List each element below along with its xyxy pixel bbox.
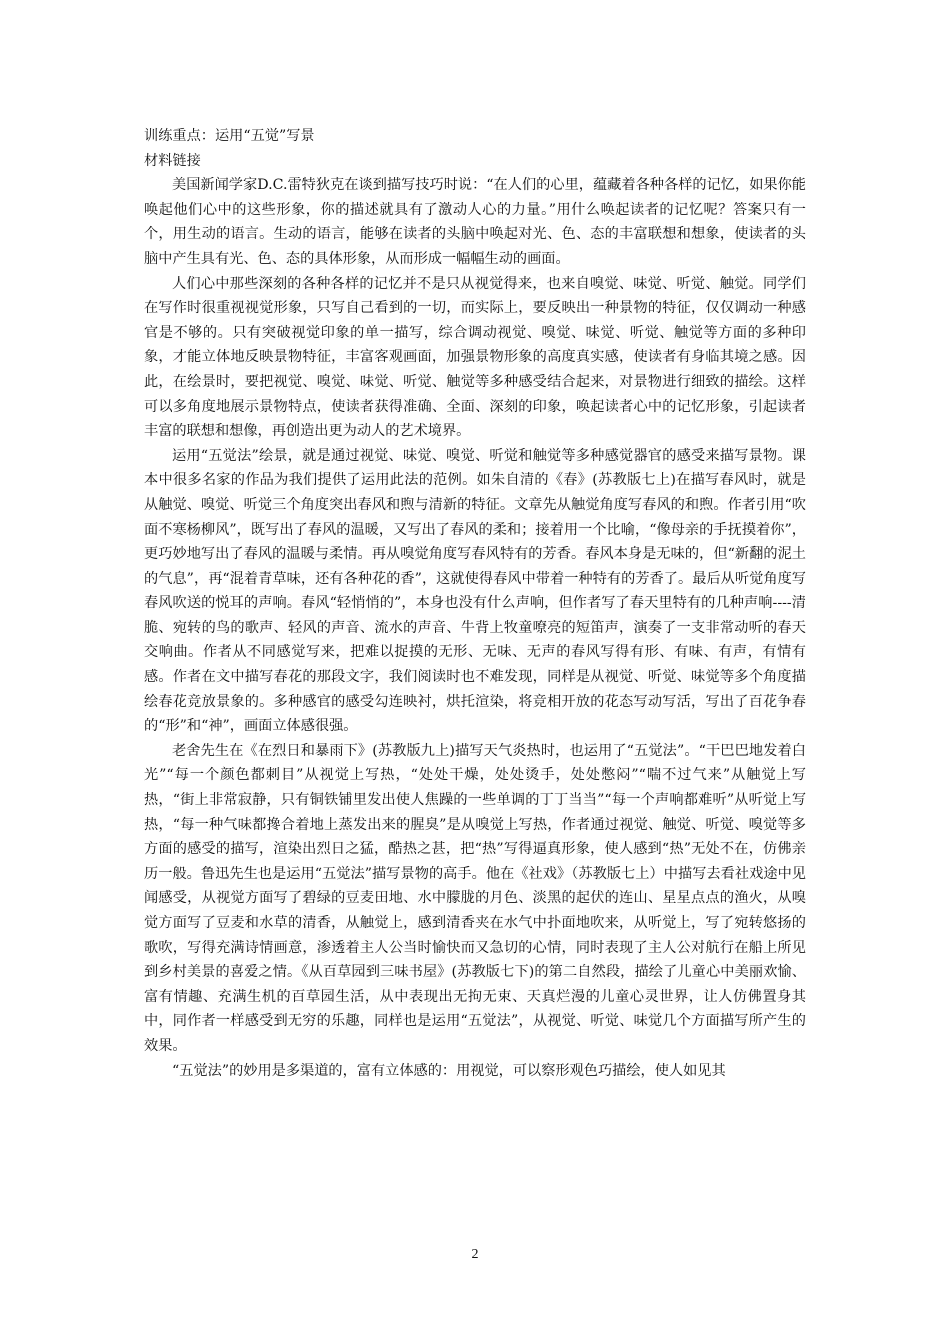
page-number: 2	[471, 1247, 479, 1262]
document-body	[144, 124, 806, 1083]
paragraph-4: 老舍先生在《在烈日和暴雨下》(苏教版九上)描写天气炎热时，也运用了“五觉法”。“干巴巴地发着白光”“每一个颜色都刺目”从视觉上写热，“处处干燥，处处烫手，处处憋闷”“喘不过气来”从触觉上写热，“街上非常寂静，只有铜铁铺里发出使人焦躁的一些单调的丁丁当当”“每一个声响都难听”从听觉上写热，“每一种气味都搀合着地上蒸发出来的腥臭”是从嗅觉上写热，作者通过视觉、触觉、听觉、嗅觉等多方面的感受的描写，渲染出烈日之猛，酷热之甚，把“热”写得逼真形象，使人感到“热”无处不在，仿佛亲历一般。鲁迅先生也是运用“五觉法”描写景物的高手。他在《社戏》（苏教版七上）中描写去看社戏途中见闻感受，从视觉方面写了碧绿的豆麦田地、水中朦胧的月色、淡黑的起伏的连山、星星点点的渔火，从嗅觉方面写了豆麦和水草的清香，从触觉上，感到清香夹在水气中扑面地吹来，从听觉上，写了宛转悠扬的歌吹，写得充满诗情画意，渗透着主人公当时愉快而又急切的心情，同时表现了主人公对航行在船上所见到乡村美景的喜爱之情。《从百草园到三味书屋》(苏教版七下)的第二自然段，描绘了儿童心中美丽欢愉、富有情趣、充满生机的百草园生活，从中表现出无拘无束、天真烂漫的儿童心灵世界，让人仿佛置身其中，同作者一样感受到无穷的乐趣，同样也是运用“五觉法”，从视觉、听觉、味觉几个方面描写所产生的效果。	[144, 742, 807, 1054]
paragraph-2: 人们心中那些深刻的各种各样的记忆并不是只从视觉得来，也来自嗅觉、味觉、听觉、触觉。同学们在写作时很重视视觉形象，只写自己看到的一切，而实际上，要反映出一种景物的特征，仅仅调动一种感官是不够的。只有突破视觉印象的单一描写，综合调动视觉、嗅觉、味觉、听觉、触觉等方面的多种印象，才能立体地反映景物特征，丰富客观画面，加强景物形象的高度真实感，使读者有身临其境之感。因此，在绘景时，要把视觉、嗅觉、味觉、听觉、触觉等多种感受结合起来，对景物进行细致的描绘。这样可以多角度地展示景物特点，使读者获得准确、全面、深刻的印象，唤起读者心中的记忆形象，引起读者丰富的联想和想像，再创造出更为动人的艺术境界。	[144, 275, 806, 440]
section-heading: 训练重点：运用“五觉”写景	[144, 128, 315, 144]
paragraph-1: 美国新闻学家D.C.雷特狄克在谈到描写技巧时说：“在人们的心里，蕴藏着各种各样的记忆，如果你能唤起他们心中的这些形象，你的描述就具有了激动人心的力量。”用什么唤起读者的记忆呢？答案只有一个，用生动的语言。生动的语言，能够在读者的头脑中唤起对光、色、态的丰富联想和想象，使读者的头脑中产生具有光、色、态的具体形象，从而形成一幅幅生动的画面。	[144, 177, 806, 267]
paragraph-3: 运用“五觉法”绘景，就是通过视觉、味觉、嗅觉、听觉和触觉等多种感觉器官的感受来描写景物。课本中很多名家的作品为我们提供了运用此法的范例。如朱自清的《春》(苏教版七上)在描写春风时，就是从触觉、嗅觉、听觉三个角度突出春风和煦与清新的特征。文章先从触觉角度写春风的和煦。作者引用“吹面不寒杨柳风”，既写出了春风的温暖，又写出了春风的柔和；接着用一个比喻，“像母亲的手抚摸着你”，更巧妙地写出了春风的温暖与柔情。再从嗅觉角度写春风特有的芳香。春风本身是无味的，但“新翻的泥土的气息”，再“混着青草味，还有各种花的香”，这就使得春风中带着一种特有的芳香了。最后从听觉角度写春风吹送的悦耳的声响。春风“轻悄悄的”，本身也没有什么声响，但作者写了春天里特有的几种声响----清脆、宛转的鸟的歌声、轻风的声音、流水的声音、牛背上牧童嘹亮的短笛声，演奏了一支非常动听的春天交响曲。作者从不同感觉写来，把难以捉摸的无形、无味、无声的春风写得有形、有味、有声，有情有感。作者在文中描写春花的那段文字，我们阅读时也不难发现，同样是从视觉、听觉、味觉等多个角度描绘春花竞放景象的。多种感官的感受勾连映衬，烘托渲染，将竞相开放的花态写动写活，写出了百花争春的“形”和“神”，画面立体感很强。	[144, 447, 806, 735]
paragraph-5: “五觉法”的妙用是多渠道的，富有立体感的：用视觉，可以察形观色巧描绘，使人如见其	[172, 1062, 726, 1079]
section-subheading: 材料链接	[144, 152, 201, 169]
